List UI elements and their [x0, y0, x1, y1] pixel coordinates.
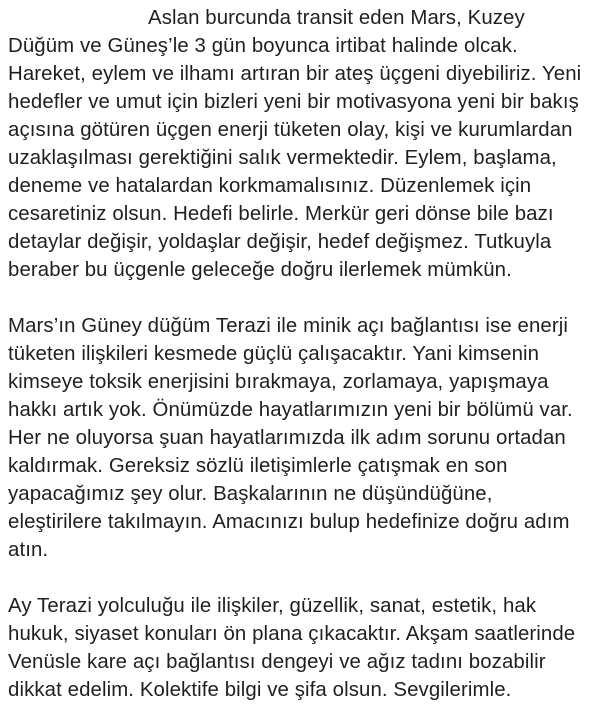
paragraph-2: [8, 312, 598, 564]
text-line: hedefler ve umut için bizleri yeni bir motivasyona yeni bir bakış: [8, 91, 579, 113]
text-line: tüketen ilişkileri kesmede güçlü çalışacaktır. Yani kimsenin: [8, 343, 540, 365]
text-line: beraber bu üçgenle geleceğe doğru ilerlemek mümkün.: [8, 259, 512, 281]
text-line: açısına götüren üçgen enerji tüketen olay, kişi ve kurumlardan: [8, 119, 573, 141]
text-line: kimseye toksik enerjisini bırakmaya, zorlamaya, yapışmaya: [8, 371, 549, 393]
text-line: deneme ve hatalardan korkmamalısınız. Düzenlemek için: [8, 175, 532, 197]
text-line: Aslan burcunda transit eden Mars, Kuzey: [148, 7, 525, 29]
text-line: dikkat edelim. Kolektife bilgi ve şifa olsun. Sevgilerimle.: [8, 679, 512, 701]
text-line: Ay Terazi yolculuğu ile ilişkiler, güzellik, sanat, estetik, hak: [8, 595, 537, 617]
text-line: Venüsle kare açı bağlantısı dengeyi ve ağız tadını bozabilir: [8, 651, 546, 673]
text-line: eleştirilere takılmayın. Amacınızı bulup hedefinize doğru adım: [8, 511, 570, 533]
text-line: Mars’ın Güney düğüm Terazi ile minik açı bağlantısı ise enerji: [8, 315, 569, 337]
text-line: kaldırmak. Gereksiz sözlü iletişimlerle çatışmak en son: [8, 455, 508, 477]
text-line: hakkı artık yok. Önümüzde hayatlarımızın yeni bir bölümü var.: [8, 399, 573, 421]
paragraph-3: [8, 592, 598, 704]
document-body: [8, 4, 598, 704]
text-line: Her ne oluyorsa şuan hayatlarımızda ilk adım sorunu ortadan: [8, 427, 566, 449]
text-line: Düğüm ve Güneş’le 3 gün boyunca irtibat halinde olcak.: [8, 35, 518, 57]
paragraph-spacer: [8, 564, 598, 592]
text-line: cesaretiniz olsun. Hedefi belirle. Merkür geri dönse bile bazı: [8, 203, 554, 225]
text-line: atın.: [8, 539, 49, 561]
text-line: Hareket, eylem ve ilhamı artıran bir ateş üçgeni diyebiliriz. Yeni: [8, 63, 582, 85]
paragraph-1: [8, 4, 598, 284]
text-line: hukuk, siyaset konuları ön plana çıkacaktır. Akşam saatlerinde: [8, 623, 576, 645]
text-line: detaylar değişir, yoldaşlar değişir, hedef değişmez. Tutkuyla: [8, 231, 552, 253]
text-line: uzaklaşılması gerektiğini salık vermektedir. Eylem, başlama,: [8, 147, 557, 169]
paragraph-spacer: [8, 284, 598, 312]
text-line: yapacağımız şey olur. Başkalarının ne düşündüğüne,: [8, 483, 493, 505]
